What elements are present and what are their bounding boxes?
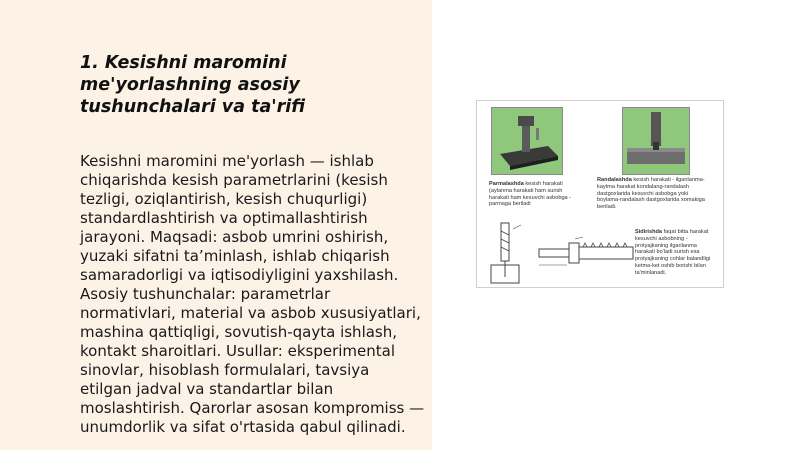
broach-sketch: [537, 235, 637, 271]
planing-caption: [597, 177, 709, 211]
planing-machine-drawing: [623, 108, 689, 174]
broaching-caption: [635, 229, 717, 277]
drilling-caption-text: kesish harakati (aylanma harakati ham surish harakati ham kesuvchi asbobga - parmaga beriladi: [489, 181, 572, 208]
drilling-caption-lead: Parmalashda: [489, 181, 524, 187]
slide-title: 1. Kesishni maromini me'yorlashning asosiy tushunchalari va ta'rifi: [80, 53, 306, 117]
drilling-caption: [489, 181, 581, 208]
drilling-machine-drawing: [492, 108, 562, 174]
slide-body-text: Kesishni maromini me'yorlash — ishlab chiqarishda kesish parametrlarini (kesish tezligi, oziqlantirish, kesish chuqurligi) standardlashtirish va optimallashtirish jarayoni. Maqsadi: asbob umrini oshirish, yuzaki sifatni ta’minlash, ishlab chiqarish samaradorligi va iqtisodiyligini yaxshilash. Asosiy tushunchalar: parametrlar normativlari, material va asbob xususiyatlari, mashina qattiqligi, sovutish-qayta ishlash, kontakt sharoitlari. Usullar: eksperimental sinovlar, hisoblash formulalari, tavsiya etilgan jadval va standartlar bilan moslashtirish. Qarorlar asosan kompromiss — unumdorlik va sifat o'rtasida qabul qilinadi.: [80, 152, 425, 436]
planing-caption-text: kesish harakati - ilgarilanma-kaytma harakat kondalang-randalash dastgoxlarida kesuvchi asbobga yoki boylama-randalash dastgoxlarida xomakiga beriladi.: [597, 177, 705, 211]
planing-caption-lead: Randalashda: [597, 177, 632, 183]
broaching-caption-text: faqat bitta harakat kesuvchi asbobning - protyajkaning ilgarilanma harakati bo'ladi surish esa protyajkaning cohlar balandligi ketma-ket oshib borishi bilan ta'minlanadi.: [635, 229, 711, 276]
planing-machine-photo: [622, 107, 690, 175]
machining-illustration: [476, 100, 724, 288]
drill-sketch: [485, 221, 525, 285]
broaching-caption-lead: Sidirishda: [635, 229, 663, 235]
drilling-machine-photo: [491, 107, 563, 175]
